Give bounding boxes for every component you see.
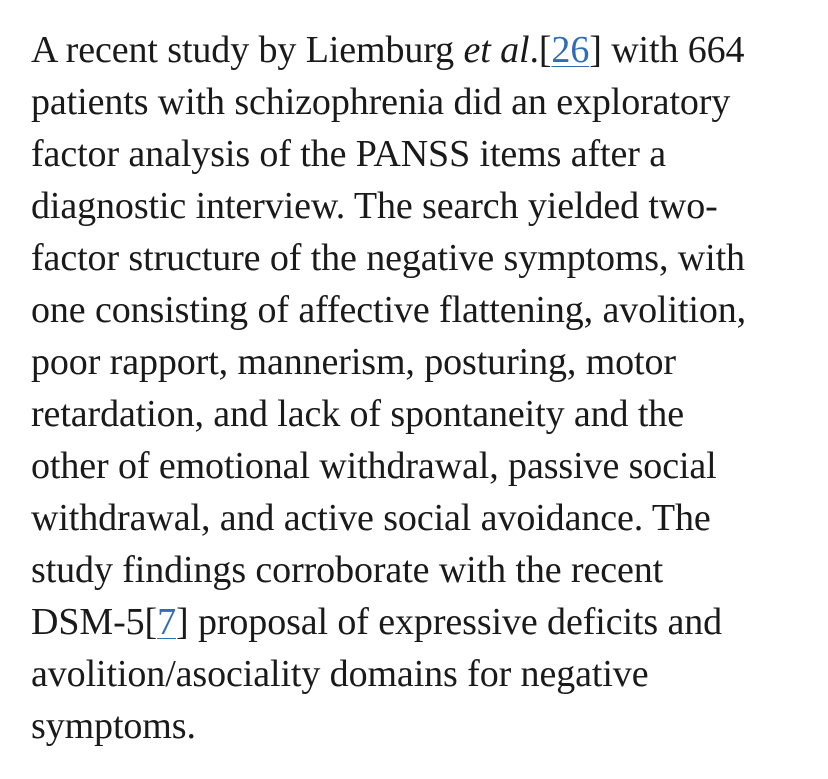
text-line: retardation, and lack of spontaneity and the: [31, 393, 684, 435]
text-line: one consisting of affective flattening, avolition,: [31, 289, 747, 331]
text-line: [31, 596, 811, 648]
article-paragraph: [31, 24, 811, 752]
text-segment: DSM-5[: [31, 601, 158, 643]
text-line: study findings corroborate with the recent: [31, 549, 664, 591]
text-segment: .[: [529, 29, 552, 71]
text-line: [31, 24, 811, 76]
text-line: other of emotional withdrawal, passive social: [31, 445, 717, 487]
citation-link-7[interactable]: 7: [157, 601, 176, 643]
text-line: patients with schizophrenia did an exploratory: [31, 81, 731, 123]
text-line: withdrawal, and active social avoidance. The: [31, 497, 711, 539]
text-segment: A recent study by Liemburg: [31, 29, 464, 71]
text-segment: ] with 664: [589, 29, 745, 71]
text-line: poor rapport, mannerism, posturing, motor: [31, 341, 676, 383]
text-line: factor structure of the negative symptoms, with: [31, 237, 745, 279]
text-line: factor analysis of the PANSS items after a: [31, 133, 666, 175]
citation-link-26[interactable]: 26: [551, 29, 590, 71]
text-line: avolition/asociality domains for negative: [31, 653, 649, 695]
text-line: symptoms.: [31, 705, 196, 747]
text-segment: ] proposal of expressive deficits and: [175, 601, 723, 643]
italic-et-al: et al: [463, 29, 530, 71]
text-line: diagnostic interview. The search yielded two-: [31, 185, 718, 227]
